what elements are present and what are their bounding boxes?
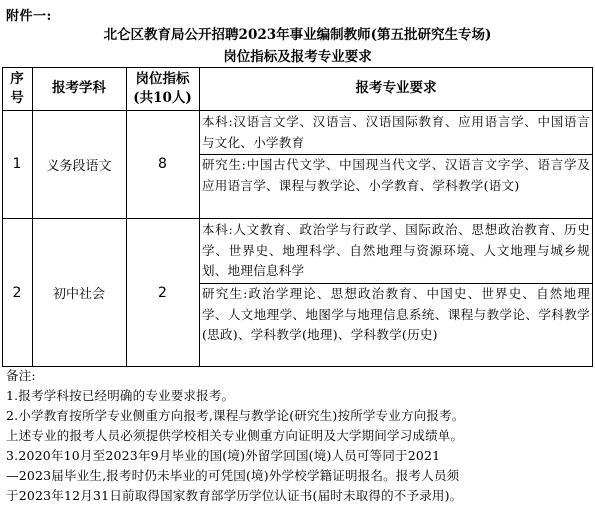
row-1-undergrad-requirements: 本科:汉语言文学、汉语言、汉语国际教育、应用语言学、中国语言与文化、小学教育: [202, 114, 590, 150]
header-seq-line1: 序: [10, 70, 24, 87]
header-quota-line2: (共10人): [133, 89, 192, 106]
row-1-quota: 8: [158, 156, 167, 172]
note-line: 1.报考学科按已经明确的专业要求报考。: [6, 388, 235, 403]
notes-section: [2, 366, 593, 506]
notes-title: 备注:: [6, 368, 36, 383]
document-title: 北仑区教育局公开招聘2023年事业编制教师(第五批研究生专场): [103, 27, 492, 43]
row-2-subject: 初中社会: [52, 287, 105, 302]
header-seq-line2: 号: [10, 89, 24, 106]
note-line: 于2023年12月31日前取得国家教育部学历学位认证书(届时未取得的不予录用)。: [6, 488, 463, 503]
header-subject: 报考学科: [52, 80, 106, 96]
header-requirements: 报考专业要求: [355, 80, 437, 96]
note-line: —2023届毕业生,报考时仍未毕业的可凭国(境)外学校学籍证明报名。报考人员须: [6, 468, 460, 483]
note-line: 上述专业的报考人员必须提供学校相关专业侧重方向证明及大学期间学习成绩单。: [6, 428, 464, 443]
row-1-seq: 1: [12, 156, 22, 172]
header-quota-line1: 岗位指标: [135, 70, 190, 87]
row-1-graduate-requirements: 研究生:中国古代文学、中国现当代文学、汉语言文字学、语言学及应用语言学、课程与教学论、小学教育、学科教学(语文): [202, 157, 590, 193]
row-2-undergrad-requirements: 本科:人文教育、政治学与行政学、国际政治、思想政治教育、历史学、世界史、地理科学、自然地理与资源环境、人文地理与城乡规划、地理信息科学: [202, 222, 590, 278]
row-2-graduate-requirements: 研究生:政治学理论、思想政治教育、中国史、世界史、自然地理学、人文地理学、地图学与地理信息系统、课程与教学论、学科教学(思政)、学科教学(地理)、学科教学(历史): [202, 286, 590, 342]
row-2-quota: 2: [158, 284, 167, 301]
header-seq: [2, 67, 32, 110]
document-page: [2, 2, 593, 510]
note-line: 2.小学教育按所学专业侧重方向报考,课程与教学论(研究生)按所学专业方向报考。: [6, 408, 465, 423]
row-1-subject: 义务段语文: [46, 158, 112, 174]
row-2-seq: 2: [12, 284, 22, 301]
note-line: 3.2020年10月至2023年9月毕业的国(境)外留学回国(境)人员可等同于2021: [6, 448, 441, 463]
attachment-label: 附件一:: [6, 9, 52, 24]
document-subtitle: 岗位指标及报考专业要求: [223, 49, 372, 65]
header-quota: [126, 67, 199, 110]
